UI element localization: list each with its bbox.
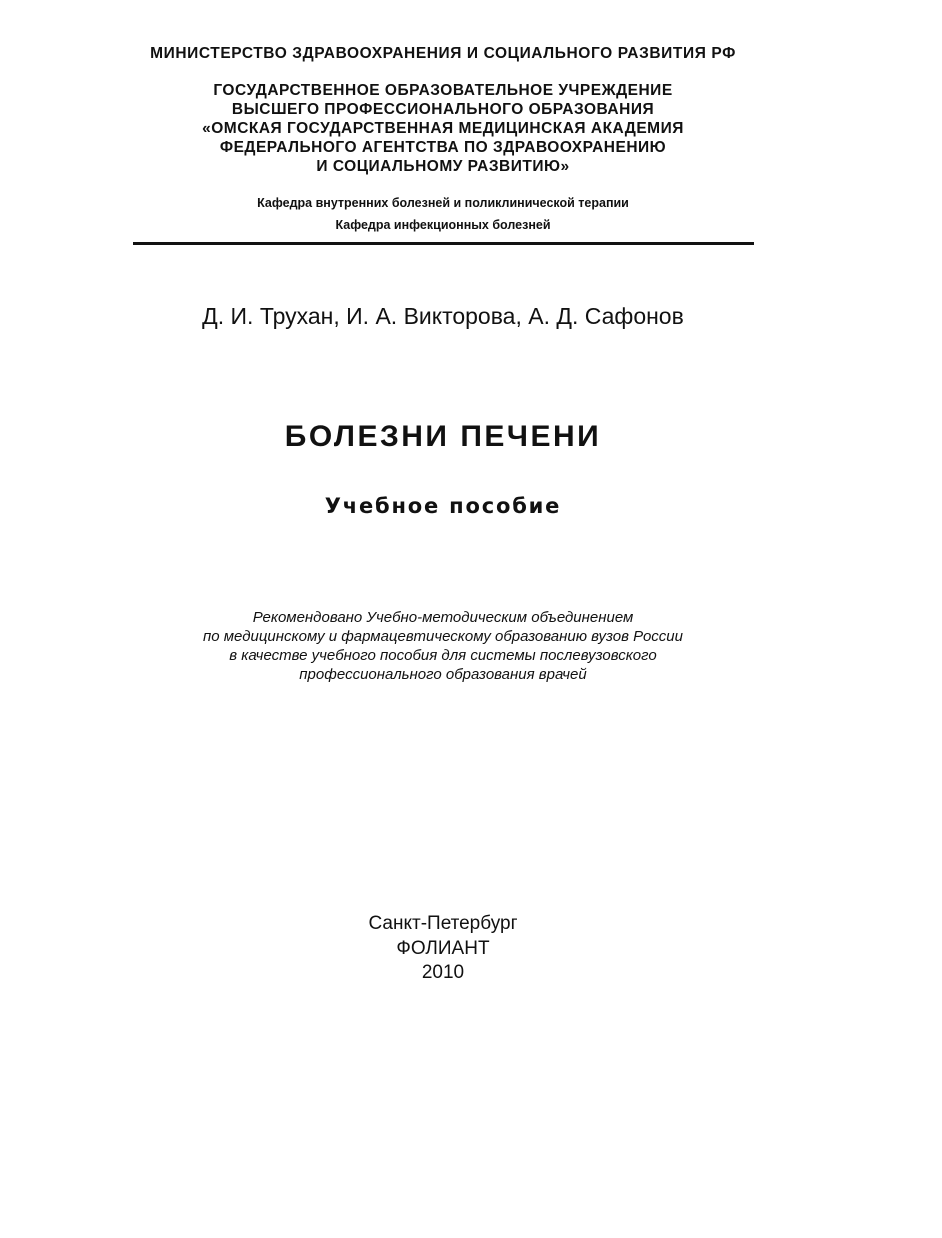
institution-line: ВЫСШЕГО ПРОФЕССИОНАЛЬНОГО ОБРАЗОВАНИЯ bbox=[231, 101, 655, 118]
header-divider bbox=[133, 242, 754, 245]
book-title: БОЛЕЗНИ ПЕЧЕНИ bbox=[284, 420, 602, 453]
institution-line: ФЕДЕРАЛЬНОГО АГЕНТСТВА ПО ЗДРАВООХРАНЕНИЮ bbox=[219, 139, 667, 156]
imprint-publisher: ФОЛИАНТ bbox=[396, 938, 490, 959]
recommendation-line: по медицинскому и фармацевтическому образованию вузов России bbox=[203, 628, 683, 645]
ministry-heading: МИНИСТЕРСТВО ЗДРАВООХРАНЕНИЯ И СОЦИАЛЬНОГО РАЗВИТИЯ РФ bbox=[150, 45, 736, 62]
department-line: Кафедра внутренних болезней и поликлинической терапии bbox=[257, 196, 629, 210]
imprint-city: Санкт-Петербург bbox=[368, 913, 518, 934]
department-line: Кафедра инфекционных болезней bbox=[335, 218, 551, 232]
recommendation-line: профессионального образования врачей bbox=[299, 666, 587, 683]
recommendation-line: в качестве учебного пособия для системы послевузовского bbox=[229, 647, 657, 664]
recommendation-line: Рекомендовано Учебно-методическим объединением bbox=[252, 609, 634, 626]
institution-line: ГОСУДАРСТВЕННОЕ ОБРАЗОВАТЕЛЬНОЕ УЧРЕЖДЕНИЕ bbox=[213, 82, 673, 99]
imprint-year: 2010 bbox=[421, 962, 465, 983]
authors: Д. И. Трухан, И. А. Викторова, А. Д. Сафонов bbox=[202, 303, 684, 329]
book-subtitle: Учебное пособие bbox=[324, 494, 562, 518]
institution-line: И СОЦИАЛЬНОМУ РАЗВИТИЮ» bbox=[316, 158, 570, 175]
institution-line: «ОМСКАЯ ГОСУДАРСТВЕННАЯ МЕДИЦИНСКАЯ АКАДЕМИЯ bbox=[202, 120, 684, 137]
